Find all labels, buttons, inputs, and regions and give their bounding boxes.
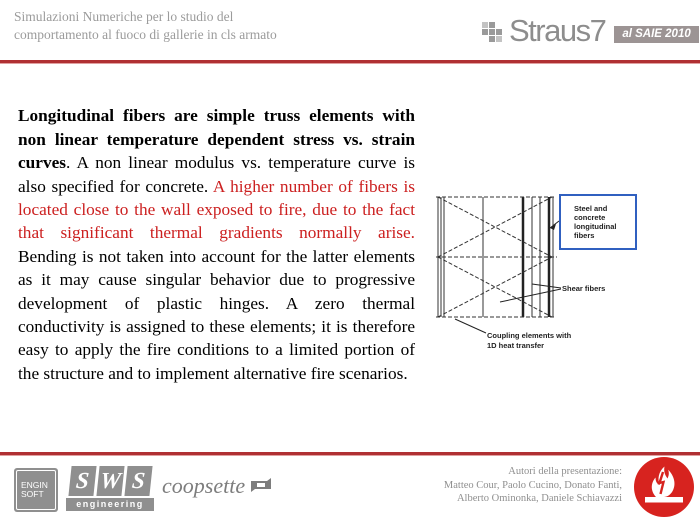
sws-letter-boxes bbox=[66, 466, 154, 496]
sws-letter-s2: S bbox=[124, 466, 152, 496]
enginsoft-logo bbox=[14, 468, 58, 512]
enginsoft-logo-text bbox=[16, 470, 56, 510]
header-title-line2: comportamento al fuoco di gallerie in cls armato bbox=[14, 26, 277, 42]
coupling-elements-label bbox=[487, 331, 571, 350]
coupling-elements-label-line1: Coupling elements with bbox=[487, 331, 572, 340]
footer-divider-line bbox=[0, 452, 700, 456]
sws-engineering-logo bbox=[66, 466, 154, 511]
longitudinal-fibers-label-line1: Steel and concrete bbox=[574, 204, 608, 222]
coupling-elements-label-line2: 1D heat transfer bbox=[487, 340, 545, 350]
straus7-squares-icon bbox=[482, 22, 505, 45]
slide-header-title bbox=[14, 8, 277, 43]
coopsette-wordmark: coopsette bbox=[162, 473, 246, 498]
fire-safety-icon bbox=[633, 456, 695, 518]
truss-model-diagram bbox=[428, 192, 692, 364]
authors-line2: Matteo Cour, Paolo Cucino, Donato Fanti, bbox=[443, 479, 622, 491]
longitudinal-fibers-label-line2: longitudinal fibers bbox=[574, 222, 617, 240]
body-normal-text-1: . A non linear modulus vs. temperature curve is also specified for concrete. bbox=[18, 153, 415, 196]
straus7-logo bbox=[482, 13, 699, 49]
sws-engineering-text: engineering bbox=[66, 498, 154, 511]
body-normal-text-2: Bending is not taken into account for the latter elements as it may cause singular behavior due to progressive development of plastic hinges. A zero thermal conductivity is assigned to these elements; it is therefore easy to apply the fire conditions to a limited portion of the structure and to implement alternative fire scenarios. bbox=[18, 246, 415, 383]
header-title-line1: Simulazioni Numeriche per lo studio del bbox=[14, 9, 234, 24]
authors-block bbox=[444, 465, 622, 506]
authors-line3: Alberto Ominonka, Daniele Schiavazzi bbox=[456, 493, 622, 504]
coopsette-icon bbox=[250, 478, 272, 495]
body-bold-text: Longitudinal fibers are simple truss elements with non linear temperature dependent stress vs. strain curves bbox=[18, 106, 415, 173]
body-red-text: A higher number of fibers is located close to the wall exposed to fire, due to the fact that significant thermal gradients normally arise. bbox=[18, 176, 415, 243]
longitudinal-fibers-callout bbox=[559, 194, 637, 250]
enginsoft-line2: SOFT bbox=[21, 489, 44, 499]
saie-2010-badge: al SAIE 2010 bbox=[614, 26, 698, 43]
slide-body-paragraph bbox=[18, 104, 415, 385]
enginsoft-line1: ENGIN bbox=[21, 479, 48, 490]
header-divider-line bbox=[0, 60, 700, 64]
coopsette-logo bbox=[162, 473, 272, 499]
sws-letter-w: W bbox=[96, 466, 124, 496]
straus7-wordmark: Straus7 bbox=[509, 13, 606, 48]
shear-fibers-label: Shear fibers bbox=[562, 284, 606, 293]
sws-letter-s1: S bbox=[68, 466, 96, 496]
authors-heading: Autori della presentazione: bbox=[508, 466, 622, 477]
